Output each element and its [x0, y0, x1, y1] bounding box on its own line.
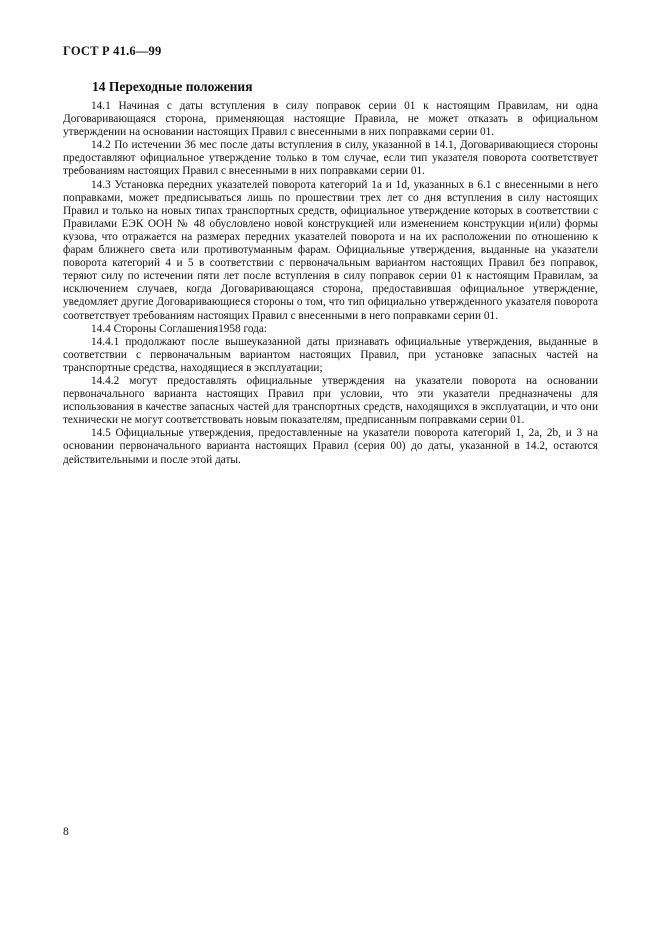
paragraph-14-3: 14.3 Установка передних указателей поворота категорий 1а и 1d, указанных в 6.1 с внесенными в него поправками, может предписываться лишь по прошествии трех лет со дня вступления в силу настоящих Правил и только на новых типах транспортных средств, официальное утверждение которых в соответствии с Правилами ЕЭК ООН № 48 обусловлено новой конструкцией или изменением конструкции и(или) формы кузова, что отражается на размерах передних указателей поворота и на их расположении по отношению к фарам ближнего света или противотуманным фарам. Официальные утверждения, выданные на указатели поворота категорий 4 и 5 в соответствии с первоначальным вариантом настоящих Правил без поправок, теряют силу по истечении пяти лет после вступления в силу поправок серии 01 к настоящим Правилам, за исключением случаев, когда Договаривающаяся сторона, предоставившая официальное утверждение, уведомляет другие Договаривающиеся стороны о том, что тип официально утвержденного указателя поворота соответствует требованиям настоящих Правил с внесенными в него поправками серии 01.	[63, 178, 598, 322]
paragraph-14-2: 14.2 По истечении 36 мес после даты вступления в силу, указанной в 14.1, Договаривающиеся стороны предоставляют официальное утверждение только в том случае, если тип указателя поворота соответствует требованиям настоящих Правил с внесенными в них поправками серии 01.	[63, 139, 598, 178]
section-title: 14 Переходные положения	[92, 79, 253, 94]
paragraph-14-5: 14.5 Официальные утверждения, предоставленные на указатели поворота категорий 1, 2а, 2b, и 3 на основании первоначального варианта настоящих Правил (серия 00) до даты, указанной в 14.2, остаются действительными и после этой даты.	[63, 427, 598, 466]
paragraph-14-1: 14.1 Начиная с даты вступления в силу поправок серии 01 к настоящим Правилам, ни одна Договаривающаяся сторона, применяющая настоящие Правила, не может отказать в официальном утверждении на основании настоящих Правил с внесенными в них поправками серии 01.	[63, 100, 598, 139]
section-body	[63, 100, 598, 467]
paragraph-14-4-2: 14.4.2 могут предоставлять официальные утверждения на указатели поворота на основании первоначального варианта настоящих Правил при условии, что эти указатели предназначены для использования в качестве запасных частей для транспортных средств, находящихся в эксплуатации, и что они технически не могут соответствовать новым показателям, предписанным поправками серии 01.	[63, 374, 598, 427]
document-code-header: ГОСТ Р 41.6—99	[63, 44, 162, 58]
page-number: 8	[63, 826, 69, 838]
paragraph-14-4-1: 14.4.1 продолжают после вышеуказанной даты признавать официальные утверждения, выданные в соответствии с первоначальным вариантом настоящих Правил, при установке запасных частей на транспортные средства, находящиеся в эксплуатации;	[63, 335, 598, 374]
paragraph-14-4: 14.4 Стороны Соглашения1958 года:	[91, 322, 268, 335]
